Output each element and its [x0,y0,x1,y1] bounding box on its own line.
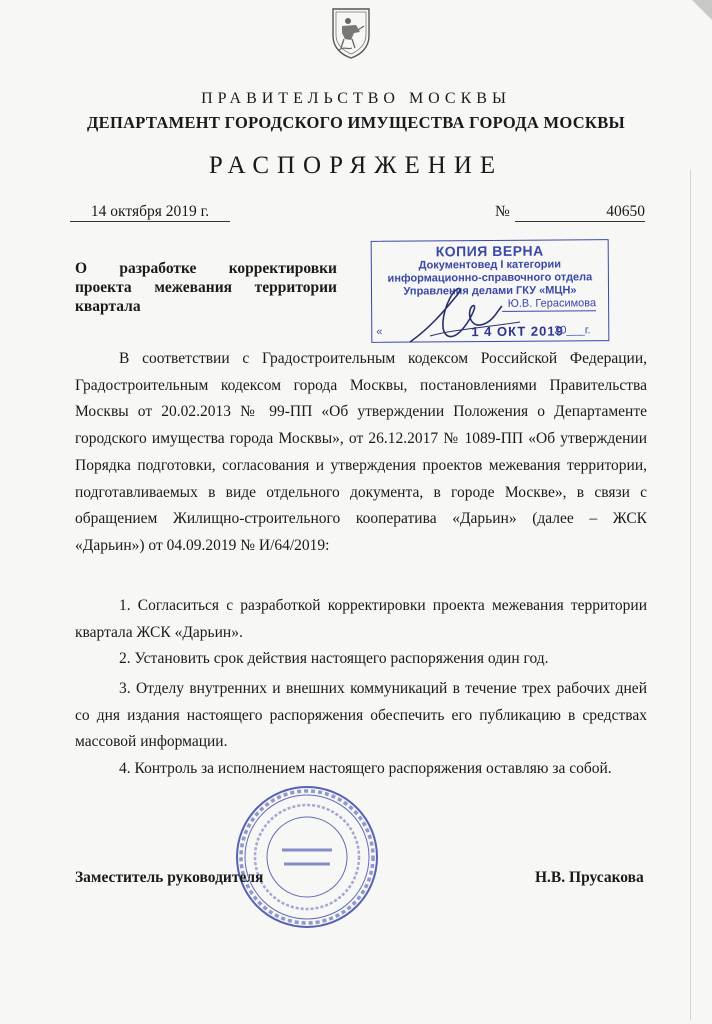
stamp-date: 1 4 ОКТ 2019 [471,323,564,340]
document-type-title: РАСПОРЯЖЕНИЕ [208,152,504,179]
corner-marker-icon [682,0,712,30]
stamp-line-1: Документовед I категории [418,258,562,272]
stamp-title: КОПИЯ ВЕРНА [435,242,544,260]
order-item-4 [75,756,647,783]
stamp-quote: « [376,325,383,338]
signer-title: Заместитель руководителя [75,869,264,886]
number-label: № [495,203,510,220]
page-edge-line [690,170,691,1020]
order-item-1 [75,593,647,646]
order-item-3-text: 3. Отделу внутренних и внешних коммуникаций в течение трех рабочих дней со дня издания настоящего распоряжения обеспечить его публикацию в средствах массовой информации. [75,680,647,751]
department-seal-icon [232,782,382,932]
document-date: 14 октября 2019 г. [70,203,230,222]
stamp-person: Ю.В. Герасимова [502,297,596,312]
moscow-coat-of-arms-icon [330,6,372,60]
order-item-4-text: 4. Контроль за исполнением настоящего распоряжения оставляю за собой. [119,760,612,777]
order-item-2-text: 2. Установить срок действия настоящего распоряжения один год. [119,650,549,667]
government-heading: ПРАВИТЕЛЬСТВО МОСКВЫ [201,90,511,107]
document-number: 40650 [515,203,645,222]
order-item-2 [75,646,647,673]
stamp-year: 20___г. [554,324,591,337]
stamp-line-2: информационно-справочного отдела [387,271,593,285]
stamp-line-3: Управления делами ГКУ «МЦН» [403,284,577,298]
document-subject: О разработке корректировки проекта межевания территории квартала [75,260,337,315]
handwritten-signature-icon [390,280,540,350]
department-heading: ДЕПАРТАМЕНТ ГОРОДСКОГО ИМУЩЕСТВА ГОРОДА МОСКВЫ [86,113,626,132]
order-item-1-text: 1. Согласиться с разработкой корректировки проекта межевания территории квартала ЖСК «Дарьин». [75,597,647,641]
order-item-3 [75,676,647,756]
preamble-text: В соответствии с Градостроительным кодексом Российской Федерации, Градостроительным кодексом города Москвы, постановлениями Правительства Москвы от 20.02.2013 № 99-ПП «Об утверждении Положения о Департаменте городского имущества города Москвы», от 26.12.2017 № 1089-ПП «Об утверждении Порядка подготовки, согласования и утверждения проектов межевания территории, подготавливаемых в виде отдельного документа, в городе Москве», в связи с обращением Жилищно-строительного кооператива «Дарьин» (далее – ЖСК «Дарьин») от 04.09.2019 № И/64/2019: [75,350,647,554]
preamble-paragraph [75,346,647,560]
signer-name: Н.В. Прусакова [535,869,644,886]
